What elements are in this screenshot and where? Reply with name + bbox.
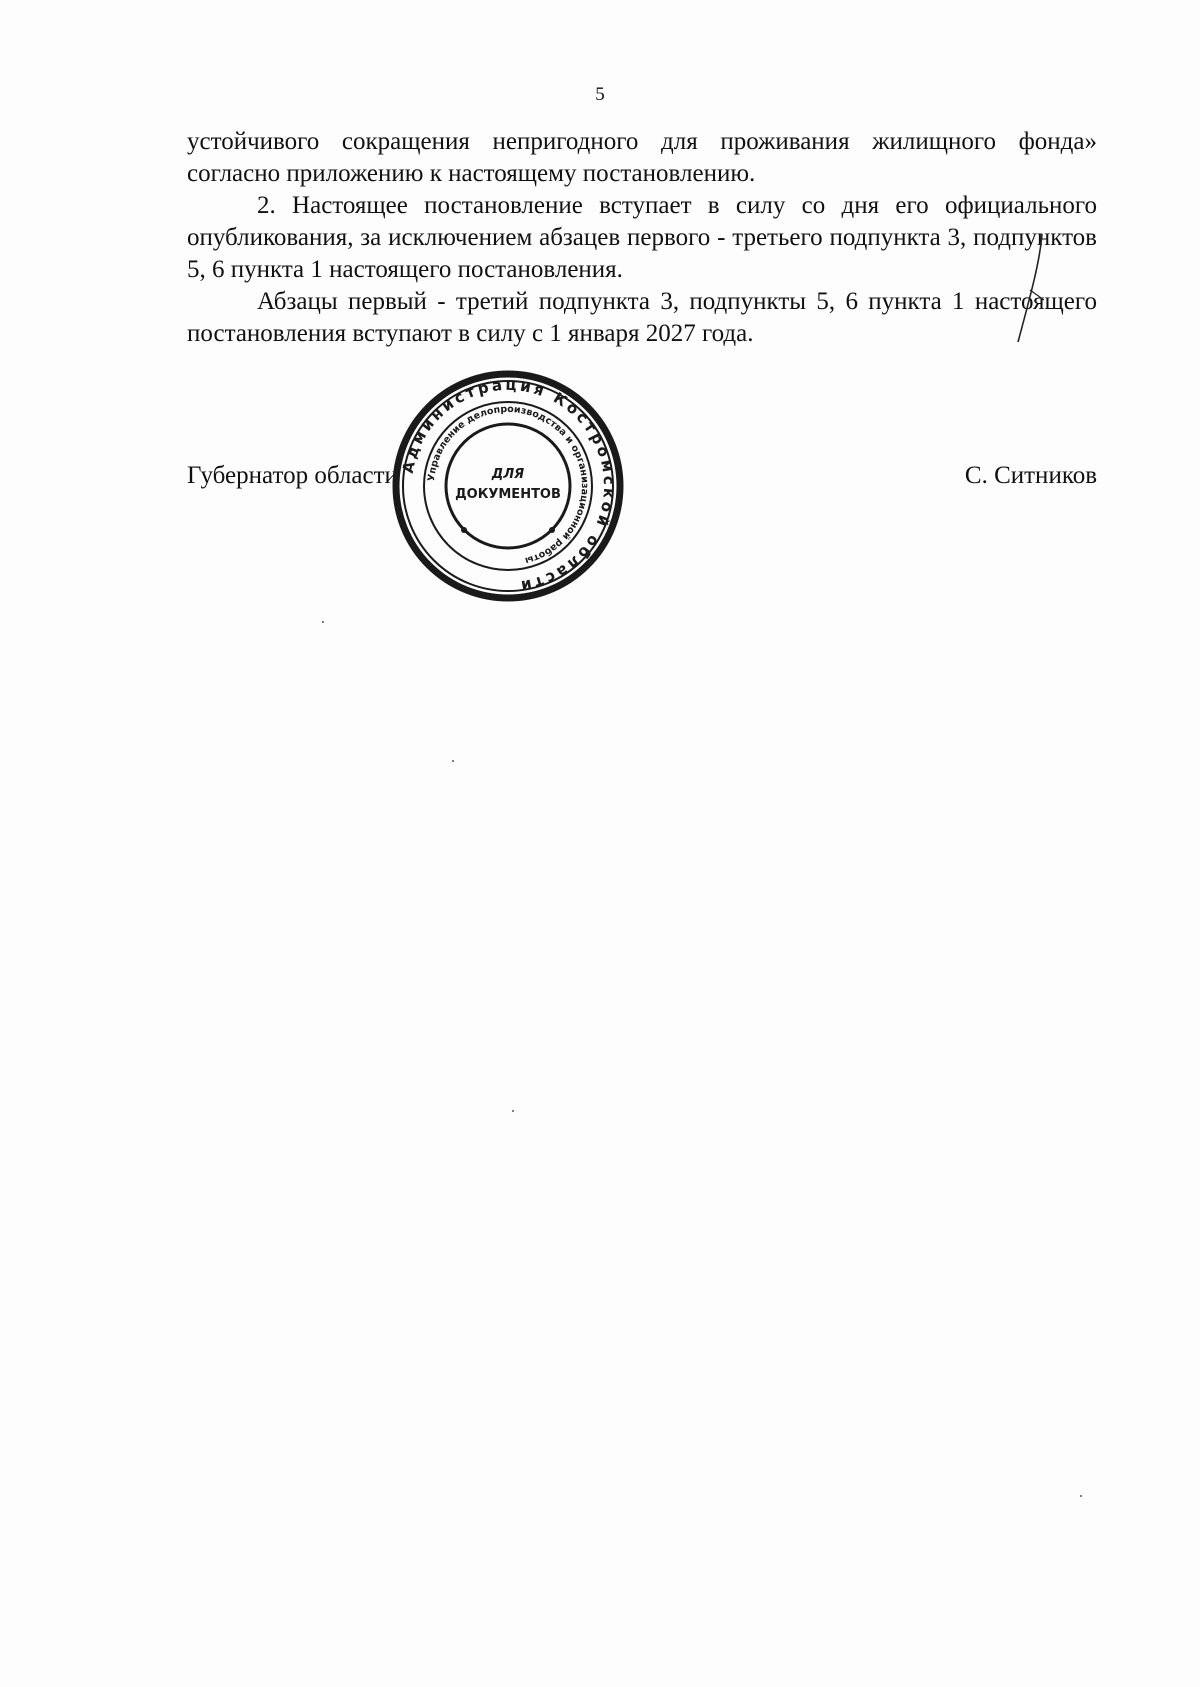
signatory-title: Губернатор области (187, 462, 398, 489)
official-seal-stamp (392, 370, 624, 602)
document-body (187, 126, 1097, 350)
stamp-center-line-1: ДЛЯ (491, 467, 525, 482)
stamp-inner-ring-text: Управление делопроизводства и организационной работы (426, 403, 591, 566)
paragraph-3-exceptions: Абзацы первый - третий подпункта 3, подпункты 5, 6 пункта 1 настоящего постановления вступают в силу с 1 января 2027 года. (187, 288, 1097, 347)
page-number: 5 (595, 84, 605, 105)
stamp-outer-text: Администрация Костромской области (398, 375, 619, 596)
signatory-name: С. Ситников (964, 462, 1097, 489)
paragraph-1-continuation: устойчивого сокращения непригодного для проживания жилищного фонда» согласно приложению к настоящему постановлению. (187, 128, 1097, 187)
handwritten-mark (1010, 230, 1050, 350)
paragraph-2-effective-date: 2. Настоящее постановление вступает в силу со дня его официального опубликования, за исключением абзацев первого - третьего подпункта 3, подпунктов 5, 6 пункта 1 настоящего постановления. (187, 192, 1097, 283)
stamp-center-line-2: ДОКУМЕНТОВ (455, 487, 561, 502)
